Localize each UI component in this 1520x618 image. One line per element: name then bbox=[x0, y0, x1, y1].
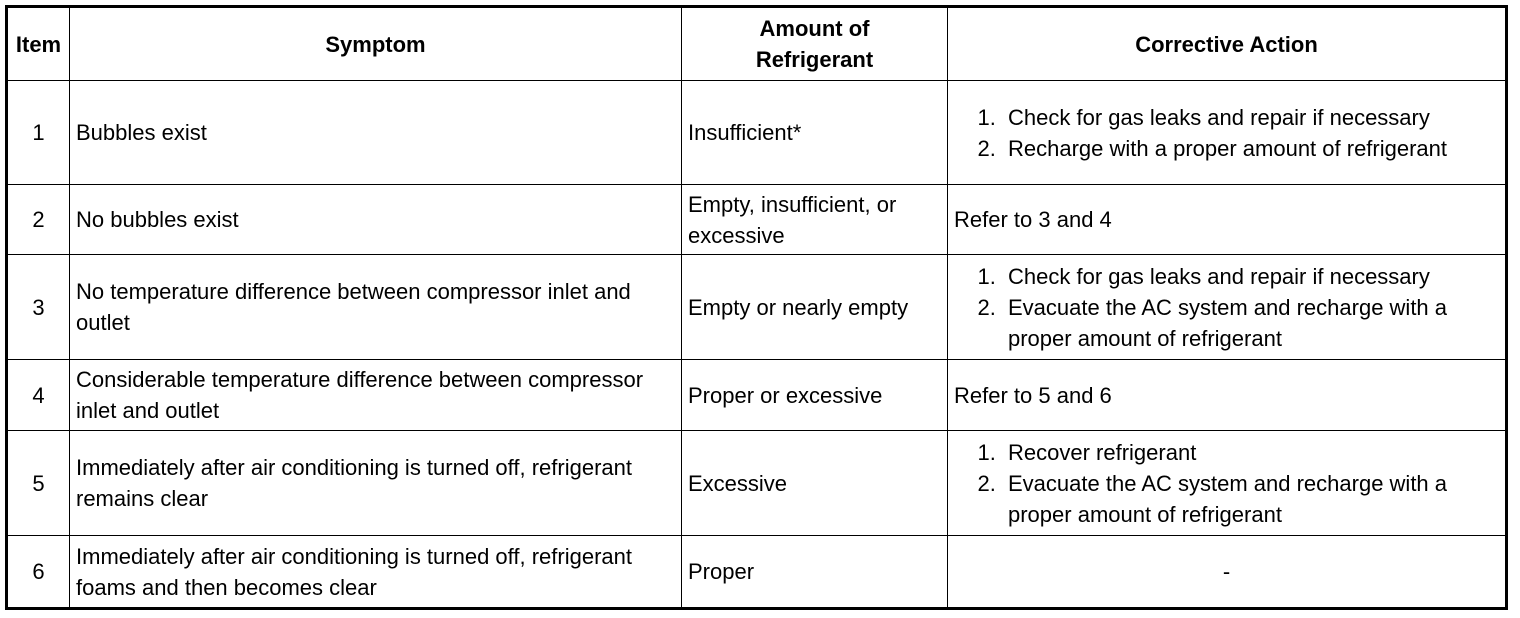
item-cell: 5 bbox=[7, 431, 70, 536]
item-cell: 1 bbox=[7, 81, 70, 185]
symptom-cell: Bubbles exist bbox=[70, 81, 682, 185]
table-wrapper bbox=[5, 5, 1508, 610]
action-cell bbox=[948, 255, 1507, 360]
item-cell: 2 bbox=[7, 185, 70, 255]
amount-cell: Proper bbox=[682, 536, 948, 609]
table-row bbox=[7, 255, 1507, 360]
item-cell: 4 bbox=[7, 360, 70, 431]
action-cell bbox=[948, 81, 1507, 185]
table-row bbox=[7, 81, 1507, 185]
action-step: 1. Check for gas leaks and repair if necessary bbox=[1002, 261, 1499, 292]
action-cell: Refer to 3 and 4 bbox=[948, 185, 1507, 255]
table-row bbox=[7, 431, 1507, 536]
header-action: Corrective Action bbox=[948, 7, 1507, 81]
table-row bbox=[7, 185, 1507, 255]
action-cell bbox=[948, 431, 1507, 536]
amount-cell: Empty, insufficient, or excessive bbox=[682, 185, 948, 255]
amount-cell: Excessive bbox=[682, 431, 948, 536]
symptom-cell: No temperature difference between compressor inlet and outlet bbox=[70, 255, 682, 360]
header-item: Item bbox=[7, 7, 70, 81]
amount-cell: Empty or nearly empty bbox=[682, 255, 948, 360]
refrigerant-diagnosis-table bbox=[5, 5, 1508, 610]
symptom-cell: Immediately after air conditioning is turned off, refrigerant foams and then becomes clear bbox=[70, 536, 682, 609]
header-symptom: Symptom bbox=[70, 7, 682, 81]
symptom-cell: No bubbles exist bbox=[70, 185, 682, 255]
action-list bbox=[954, 102, 1499, 164]
action-cell: - bbox=[948, 536, 1507, 609]
action-step: 2. Recharge with a proper amount of refrigerant bbox=[1002, 133, 1499, 164]
header-amount-line1: Amount of bbox=[759, 16, 870, 41]
action-step: 1. Check for gas leaks and repair if necessary bbox=[1002, 102, 1499, 133]
action-list bbox=[954, 261, 1499, 354]
amount-cell: Proper or excessive bbox=[682, 360, 948, 431]
action-step: 2. Evacuate the AC system and recharge with a proper amount of refrigerant bbox=[1002, 292, 1499, 354]
table-row bbox=[7, 536, 1507, 609]
amount-cell: Insufficient* bbox=[682, 81, 948, 185]
symptom-cell: Considerable temperature difference between compressor inlet and outlet bbox=[70, 360, 682, 431]
symptom-cell: Immediately after air conditioning is turned off, refrigerant remains clear bbox=[70, 431, 682, 536]
action-step: 1. Recover refrigerant bbox=[1002, 437, 1499, 468]
table-row bbox=[7, 360, 1507, 431]
header-amount-line2: Refrigerant bbox=[755, 47, 874, 72]
item-cell: 3 bbox=[7, 255, 70, 360]
action-step: 2. Evacuate the AC system and recharge with a proper amount of refrigerant bbox=[1002, 468, 1499, 530]
header-amount bbox=[682, 7, 948, 81]
item-cell: 6 bbox=[7, 536, 70, 609]
action-list bbox=[954, 437, 1499, 530]
header-row bbox=[7, 7, 1507, 81]
action-cell: Refer to 5 and 6 bbox=[948, 360, 1507, 431]
